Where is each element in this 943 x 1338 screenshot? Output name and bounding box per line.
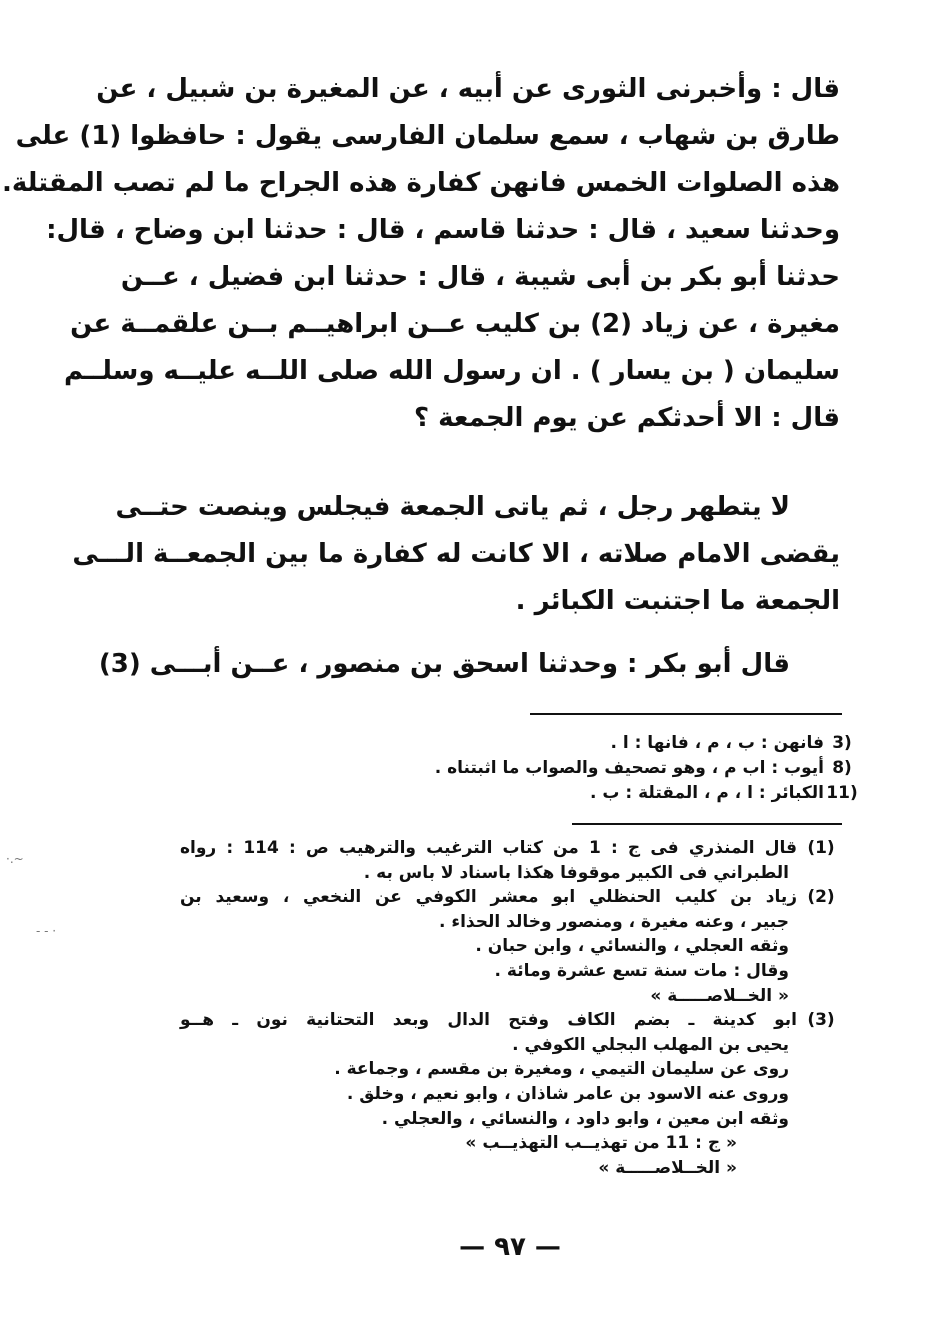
footnote-body [180,1008,797,1180]
variant-item [300,756,860,781]
footnote-line: « الخــلاصـــــة » [598,1157,737,1178]
text-line: يقضى الامام صلاته ، الا كانت له كفارة ما بين الجمعــة الـــى [72,539,840,569]
text-line: هذه الصلوات الخمس فانهن كفارة هذه الجراح ما لم تصب المقتلة. [1,168,840,198]
footnote-item [180,836,845,885]
footnote-line: وثقه ابن معين ، وابو داود ، والنسائي ، والعجلي . [381,1108,789,1129]
variant-readings [300,731,860,806]
text-line: طارق بن شهاب ، سمع سلمان الفارسى يقول : حافظوا (1) على [15,121,840,151]
scan-speck: ·.~ [6,852,24,866]
footnote-body [180,836,797,885]
footnote-number: (1) [807,838,835,858]
footnote-line: يحيى بن المهلب البجلي الكوفي . [512,1034,789,1055]
text-line: قال أبو بكر : وحدثنا اسحق بن منصور ، عــن أبـــى (3) [98,649,790,679]
footnote-line: زياد بن كليب الحنظلي ابو معشر الكوفي عن النخعي ، وسعيد بن [180,887,797,908]
text-line: سليمان ( بن يسار ) . ان رسول الله صلى اللــه عليــه وسلــم [63,356,840,386]
footnote-line: « الخــلاصـــــة » [650,985,789,1006]
footnote-line: جبير ، وعنه مغيرة ، ومنصور وخالد الحذاء . [439,911,789,932]
main-text-block-1 [1,66,840,442]
text-line: وحدثنا سعيد ، قال : حدثنا قاسم ، قال : حدثنا ابن وضاح ، قال: [46,215,840,245]
footnote-divider-top [530,713,842,715]
text-line: حدثنا أبو بكر بن أبى شيبة ، قال : حدثنا ابن فضيل ، عــن [120,262,840,292]
text-line: مغيرة ، عن زياد (2) بن كليب عــن ابراهيــم بــن علقمــة عن [70,309,840,339]
text-line: قال : وأخبرنى الثورى عن أبيه ، عن المغيرة بن شبيل ، عن [96,74,840,104]
variant-number: 8) [832,758,852,778]
variant-text: فانهن : ب ، م ، فانها : ا . [610,733,824,753]
footnote-line: وروى عنه الاسود بن عامر شاذان ، وابو نعيم ، وخلق . [346,1083,789,1104]
footnote-line: وثقه العجلي ، والنسائي ، وابن حبان . [475,936,789,957]
footnote-item [180,885,845,1008]
footnote-line: قال المنذري فى ج : 1 من كتاب الترغيب والترهيب ص : 114 : رواه [180,838,797,858]
text-line: الجمعة ما اجتنبت الكبائر . [515,586,840,616]
footnote-item [180,1008,845,1180]
footnote-number: (2) [807,887,835,908]
footnote-divider-bottom [572,823,842,825]
footnote-line: الطبراني فى الكبير موقوفا هكذا باسناد لا باس به . [363,862,789,883]
variant-text: أيوب : اب م ، وهو تصحيف والصواب ما اثبتناه . [434,758,824,778]
variant-text: الكبائر : ا ، م ، المقتلة : ب . [589,783,824,803]
variant-number: 11) [826,783,858,803]
footnote-line: ابو كدينة ـ بضم الكاف وفتح الدال وبعد التحتانية نون ـ هــو [180,1010,797,1031]
variant-number: 3) [832,733,852,753]
page-number: — ٩٧ — [459,1232,561,1262]
footnote-line: وقال : مات سنة تسع عشرة ومائة . [494,960,789,981]
scan-speck: - - · [36,924,57,938]
main-text-block-2 [72,484,840,625]
footnotes [180,836,845,1180]
footnote-body [180,885,797,1008]
footnote-number: (3) [807,1010,835,1031]
variant-item [300,781,860,806]
main-text-block-3 [98,641,840,688]
text-line: لا يتطهر رجل ، ثم ياتى الجمعة فيجلس وينصت حتــى [115,492,790,522]
footnote-line: روى عن سليمان التيمي ، ومغيرة بن مقسم ، وجماعة . [334,1059,789,1080]
footnote-line: « ج : 11 من تهذيــب التهذيــب » [465,1133,737,1154]
text-line: قال : الا أحدثكم عن يوم الجمعة ؟ [414,403,840,433]
variant-item [300,731,860,756]
